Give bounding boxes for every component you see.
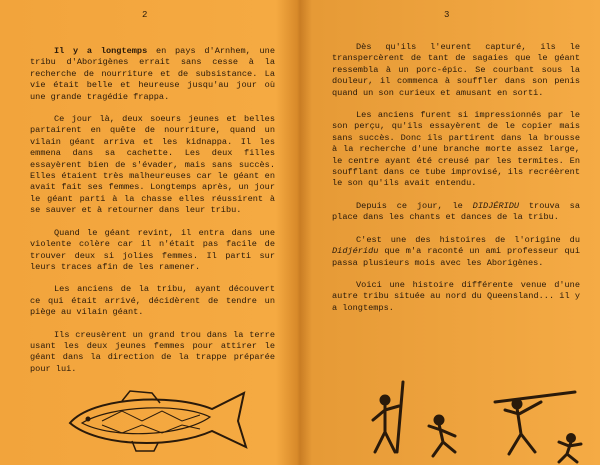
paragraph: Voici une histoire différente venue d'une autre tribu située au nord du Queensland... il y a longtemps. [332,279,580,313]
paragraph: Ils creusèrent un grand trou dans la terre usant les deux jeunes femmes pour attirer le géant dans la direction de la trappe préparée pour lui. [30,329,275,374]
fish-illustration [62,385,252,455]
paragraph: Les anciens furent si impressionnés par le son perçu, qu'ils essayèrent de le copier mais sans succès. Donc ils partirent dans la brousse à la recherche d'une branche morte assez large, le centre ayant été creusé par les termites. En soufflant dans ce tube improvisé, ils recréèrent le son qu'ils avait entendu. [332,110,580,189]
paragraph: Les anciens de la tribu, ayant découvert ce qui était arrivé, décidèrent de tendre un piège au vilain géant. [30,284,275,318]
page-number: 3 [444,10,450,20]
italic-term: DIDJÉRIDU [472,200,520,211]
paragraph: Ce jour là, deux soeurs jeunes et belles partairent en quête de nourriture, quand un vilain géant arriva et les kidnappa. Il les emmena dans sa cachette. Les deux filles essayèrent bien de s'évader, mais sans succès. Elles étaient très malheureuses car le géant en avait fait ses femmes. Longtemps après, un jour le géant parti à la chasse elles réussirent à se sauver et à retourner dans leur tribu. [30,114,275,216]
bold-lead: Il y a longtemps [54,46,148,56]
paragraph-text: que m'a raconté un ami professeur qui passa plusieurs mois avec les Aborigènes. [332,246,580,268]
paragraph-text: en pays d'Arnhem, une tribu d'Aborigènes errait sans cesse à la recherche de nourriture et de subsistance. La vie était belle et heureuse jusqu'au jour où une grande tragédie frappa. [30,46,276,102]
paragraph [30,46,275,103]
page-number: 2 [142,10,148,20]
paragraph [332,235,580,269]
italic-term: Didjéridu [332,246,379,257]
paragraph-text: C'est une des histoires de l'origine du [356,234,580,245]
paragraph [332,201,580,224]
page-text [332,42,580,325]
page-text [30,46,275,386]
paragraph-text: trouva sa place dans les chants et dances de la tribu. [332,200,580,223]
hunters-illustration [345,380,595,465]
paragraph: Quand le géant revint, il entra dans une violente colère car il n'était pas facile de trouver deux si jolies femmes. Il parti sur leurs traces afin de les ramener. [30,227,275,272]
paragraph-text: Depuis ce jour, le [356,200,473,211]
left-page [0,0,298,465]
paragraph: Dès qu'ils l'eurent capturé, ils le transpercèrent de tant de sagaies que le géant ressembla à un porc-épic. Se courbant sous la douleur, il commenca à souffler dans son penis quand un son curieux et amusant en sorti. [332,42,580,98]
